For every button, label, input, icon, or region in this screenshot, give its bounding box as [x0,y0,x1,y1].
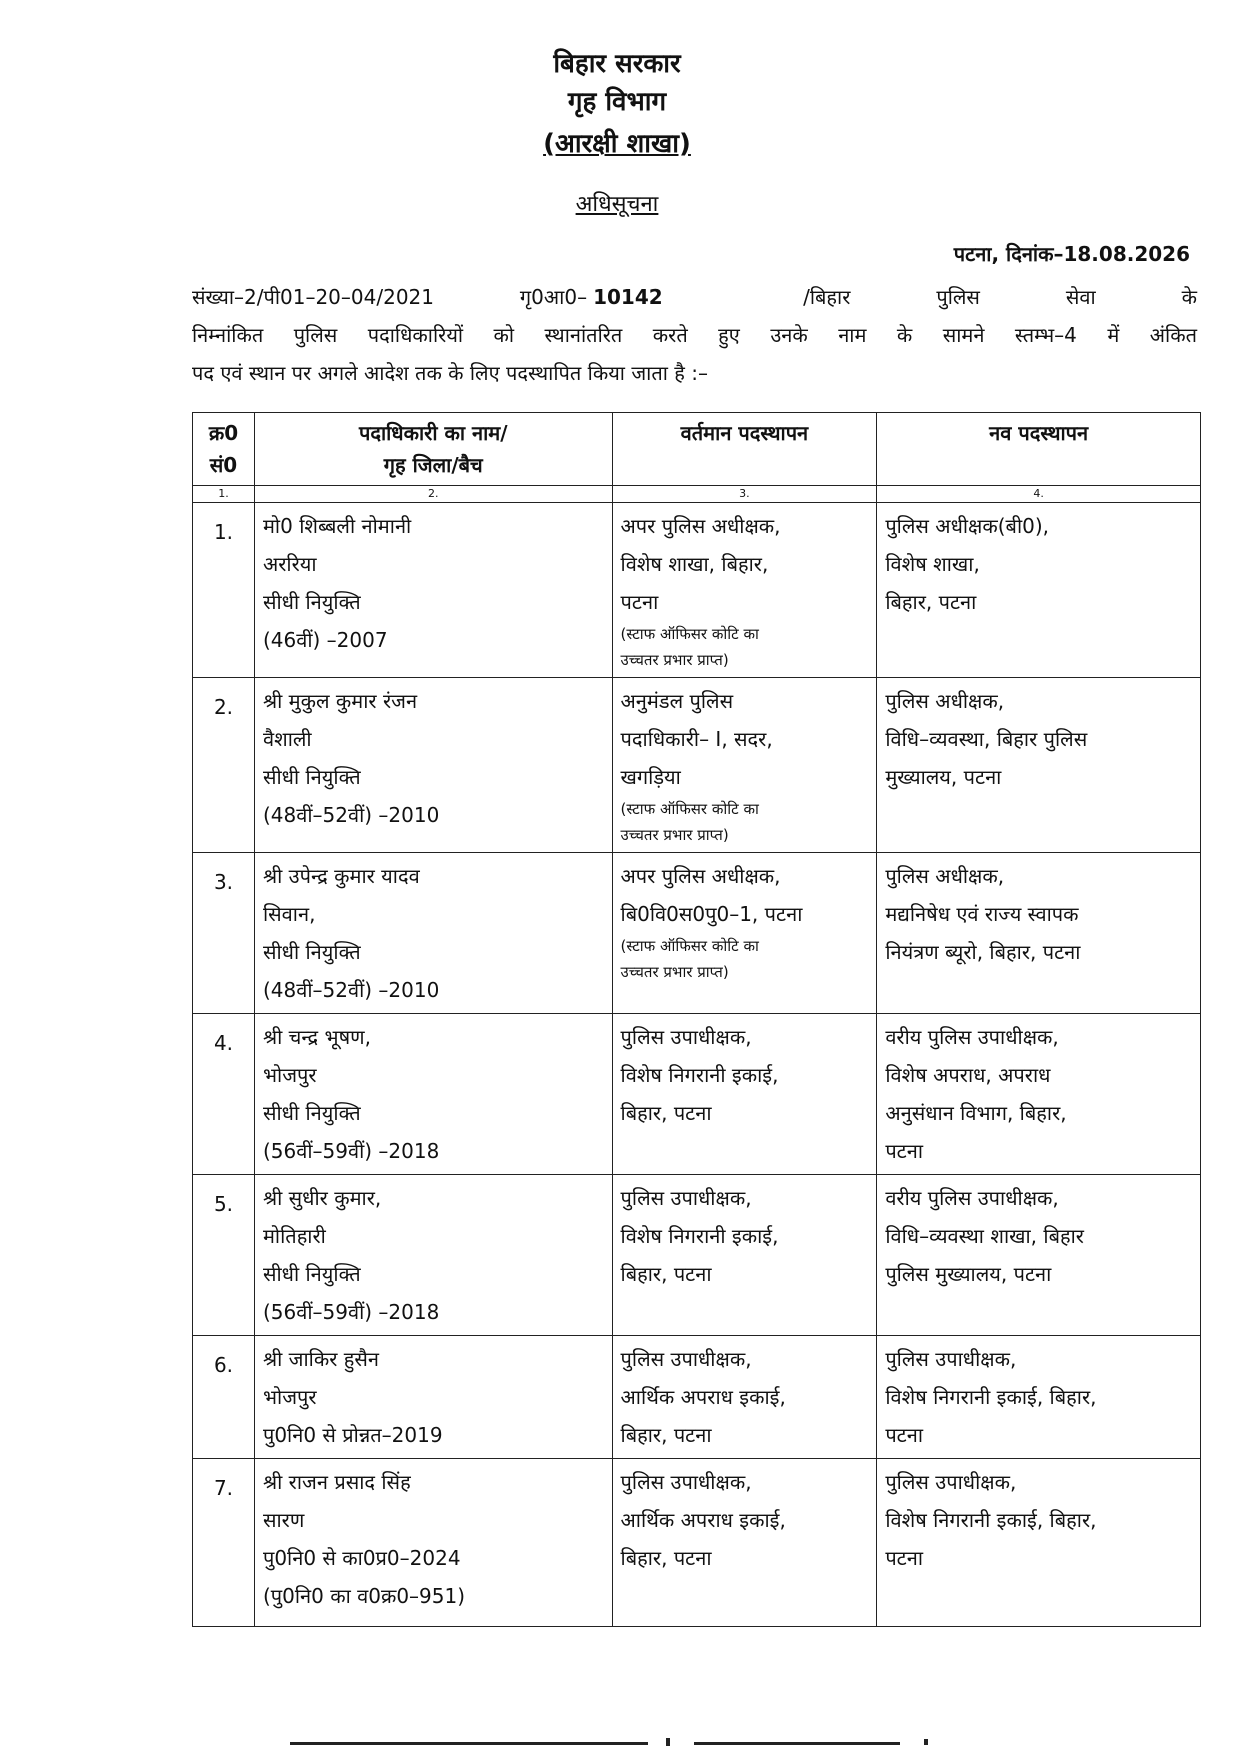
officer-details-line: श्री राजन प्रसाद सिंह [262,1470,411,1494]
new-posting [877,503,1201,678]
header-sl: क्र0 सं0 [193,413,255,486]
table-row [193,678,1201,853]
serial-number: 2. [193,678,255,853]
officer-details [254,1175,612,1336]
new-posting-line: विधि–व्यवस्था शाखा, बिहार [885,1224,1084,1248]
staff-officer-note: उच्चतर प्रभार प्राप्त) [620,963,729,981]
officer-details-line: मोतिहारी [262,1224,326,1248]
current-posting-line: विशेष शाखा, बिहार, [620,552,769,576]
officer-details-line: (46वीं) –2007 [262,628,388,652]
current-posting [612,1336,877,1459]
officer-details [254,678,612,853]
header-new-posting: नव पदस्थापन [877,413,1201,486]
officer-details [254,853,612,1014]
column-number-row [193,486,1201,503]
officer-details-line: सीधी नियुक्ति [262,1262,361,1286]
footer-rule [924,1739,928,1745]
new-posting-line: नियंत्रण ब्यूरो, बिहार, पटना [885,940,1081,964]
current-posting-line: पटना [620,590,659,614]
col-number: 2. [254,486,612,503]
new-posting-line: पुलिस मुख्यालय, पटना [885,1262,1052,1286]
officer-details-line: (56वीं–59वीं) –2018 [262,1139,440,1163]
col-number: 3. [612,486,877,503]
new-posting-line: पुलिस अधीक्षक, [885,689,1005,713]
staff-officer-note: (स्टाफ ऑफिसर कोटि का [620,625,759,643]
staff-officer-note: उच्चतर प्रभार प्राप्त) [620,826,729,844]
officer-details-line: श्री चन्द्र भूषण, [262,1025,371,1049]
current-posting-line: पुलिस उपाधीक्षक, [620,1470,752,1494]
serial-number: 1. [193,503,255,678]
current-posting [612,678,877,853]
current-posting-line: खगड़िया [620,765,681,789]
current-posting-line: आर्थिक अपराध इकाई, [620,1508,786,1532]
officer-details-line: सारण [262,1508,305,1532]
new-posting-line: मुख्यालय, पटना [885,765,1002,789]
current-posting-line: पुलिस उपाधीक्षक, [620,1186,752,1210]
officer-details-line: श्री मुकुल कुमार रंजन [262,689,418,713]
notification-heading: अधिसूचना [575,192,659,217]
serial-number: 4. [193,1014,255,1175]
footer-rule [666,1738,670,1746]
col-number: 4. [877,486,1201,503]
current-posting [612,853,877,1014]
serial-number: 3. [193,853,255,1014]
new-posting-line: पुलिस अधीक्षक, [885,864,1005,888]
new-posting-line: पुलिस उपाधीक्षक, [885,1470,1017,1494]
current-posting-line: बिहार, पटना [620,1546,712,1570]
reference-text-start: /बिहार पुलिस सेवा के [803,285,1197,309]
officer-details-line: श्री सुधीर कुमार, [262,1186,382,1210]
current-posting-line: विशेष निगरानी इकाई, [620,1063,779,1087]
current-posting [612,503,877,678]
current-posting [612,1175,877,1336]
officer-details-line: पु0नि0 से प्रोन्नत–2019 [262,1423,443,1447]
new-posting-line: विशेष निगरानी इकाई, बिहार, [885,1385,1097,1409]
table-row [193,1459,1201,1627]
current-posting [612,1014,877,1175]
table-row [193,1175,1201,1336]
new-posting [877,1014,1201,1175]
current-posting-line: अपर पुलिस अधीक्षक, [620,864,781,888]
new-posting [877,853,1201,1014]
officer-details [254,503,612,678]
current-posting-line: बिहार, पटना [620,1101,712,1125]
new-posting-line: पटना [885,1423,924,1447]
officer-details-line: श्री जाकिर हुसैन [262,1347,380,1371]
reference-line-2: निम्नांकित पुलिस पदाधिकारियों को स्थानांतरित करते हुए उनके नाम के सामने स्तम्भ–4 में अंकित [192,323,1197,347]
current-posting [612,1459,877,1627]
new-posting-line: वरीय पुलिस उपाधीक्षक, [885,1186,1059,1210]
new-posting-line: वरीय पुलिस उपाधीक्षक, [885,1025,1059,1049]
new-posting-line: विशेष निगरानी इकाई, बिहार, [885,1508,1097,1532]
footer-rule [694,1742,900,1745]
current-posting-line: अपर पुलिस अधीक्षक, [620,514,781,538]
new-posting [877,1336,1201,1459]
officer-details-line: (पु0नि0 का व0क्र0–951) [262,1584,466,1608]
new-posting [877,678,1201,853]
officer-details-line: सीधी नियुक्ति [262,940,361,964]
current-posting-line: बिहार, पटना [620,1262,712,1286]
gov-title: बिहार सरकार [553,49,681,79]
new-posting-line: विशेष शाखा, [885,552,980,576]
officer-details-line: श्री उपेन्द्र कुमार यादव [262,864,420,888]
reference-line-1 [192,278,1197,316]
memo-number: 10142 [593,285,663,309]
current-posting-line: पदाधिकारी– I, सदर, [620,727,773,751]
posting-table [192,412,1201,1627]
new-posting-line: अनुसंधान विभाग, बिहार, [885,1101,1067,1125]
footer-rule [290,1742,648,1745]
table-header-row [193,413,1201,486]
officer-details-line: पु0नि0 से का0प्र0–2024 [262,1546,461,1570]
current-posting-line: पुलिस उपाधीक्षक, [620,1347,752,1371]
table-row [193,1336,1201,1459]
table-row [193,1014,1201,1175]
branch-title: (आरक्षी शाखा) [543,129,691,159]
officer-details-line: वैशाली [262,727,312,751]
new-posting-line: मद्यनिषेध एवं राज्य स्वापक [885,902,1079,926]
current-posting-line: बि0वि0स0पु0–1, पटना [620,902,803,926]
header-current-posting: वर्तमान पदस्थापन [612,413,877,486]
officer-details-line: (48वीं–52वीं) –2010 [262,803,440,827]
col-number: 1. [193,486,255,503]
current-posting-line: विशेष निगरानी इकाई, [620,1224,779,1248]
officer-details-line: (48वीं–52वीं) –2010 [262,978,440,1002]
officer-details-line: सीधी नियुक्ति [262,590,361,614]
new-posting-line: पुलिस अधीक्षक(बी0), [885,514,1050,538]
new-posting-line: विशेष अपराध, अपराध [885,1063,1051,1087]
staff-officer-note: उच्चतर प्रभार प्राप्त) [620,651,729,669]
table-row [193,853,1201,1014]
place-date: पटना, दिनांक–18.08.2026 [953,242,1190,266]
officer-details [254,1459,612,1627]
officer-details-line: सीधी नियुक्ति [262,765,361,789]
serial-number: 5. [193,1175,255,1336]
officer-details-line: (56वीं–59वीं) –2018 [262,1300,440,1324]
officer-details-line: सीधी नियुक्ति [262,1101,361,1125]
officer-details-line: भोजपुर [262,1063,317,1087]
table-body [193,503,1201,1627]
new-posting-line: विधि–व्यवस्था, बिहार पुलिस [885,727,1088,751]
serial-number: 7. [193,1459,255,1627]
new-posting [877,1459,1201,1627]
reference-paragraph [192,278,1197,392]
serial-number: 6. [193,1336,255,1459]
table-row [193,503,1201,678]
current-posting-line: आर्थिक अपराध इकाई, [620,1385,786,1409]
new-posting-line: पटना [885,1546,924,1570]
officer-details-line: सिवान, [262,902,316,926]
new-posting-line: पटना [885,1139,924,1163]
current-posting-line: अनुमंडल पुलिस [620,689,734,713]
staff-officer-note: (स्टाफ ऑफिसर कोटि का [620,800,759,818]
reference-line-3: पद एवं स्थान पर अगले आदेश तक के लिए पदस्थापित किया जाता है :– [192,361,709,385]
officer-details-line: भोजपुर [262,1385,317,1409]
officer-details [254,1336,612,1459]
new-posting-line: पुलिस उपाधीक्षक, [885,1347,1017,1371]
officer-details-line: मो0 शिब्बली नोमानी [262,514,412,538]
officer-details [254,1014,612,1175]
current-posting-line: बिहार, पटना [620,1423,712,1447]
new-posting-line: बिहार, पटना [885,590,977,614]
new-posting [877,1175,1201,1336]
officer-details-line: अररिया [262,552,317,576]
staff-officer-note: (स्टाफ ऑफिसर कोटि का [620,937,759,955]
header-name: पदाधिकारी का नाम/ गृह जिला/बैच [254,413,612,486]
department-title: गृह विभाग [567,87,667,117]
memo-prefix: संख्या–2/पी01–20–04/2021 गृ0आ0– [192,285,588,309]
current-posting-line: पुलिस उपाधीक्षक, [620,1025,752,1049]
